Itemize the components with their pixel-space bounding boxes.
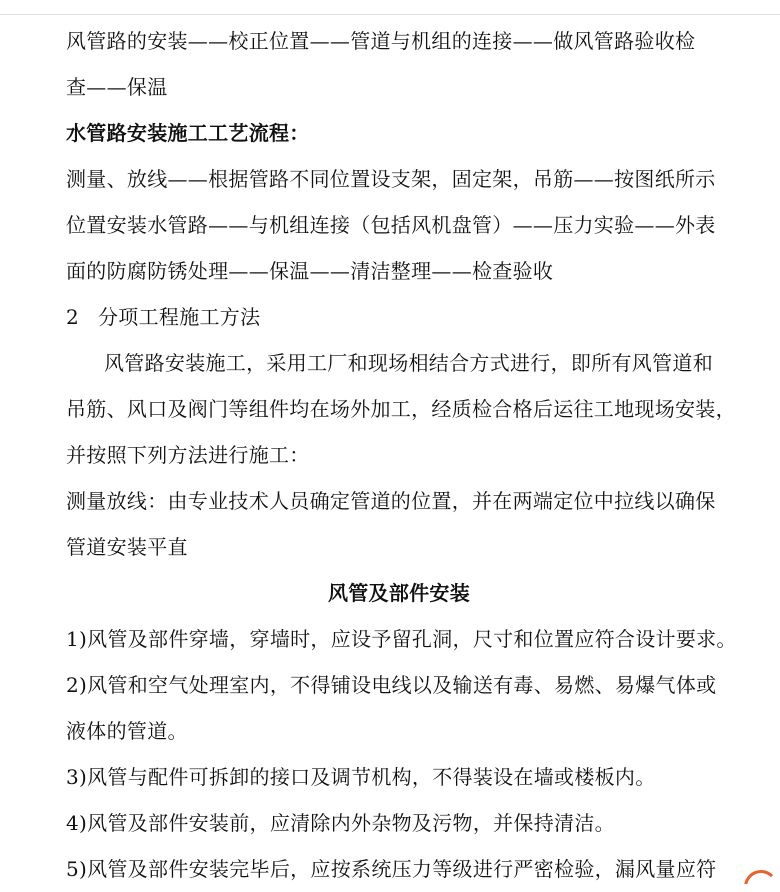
duct-installation-heading: 风管及部件安装 [327,581,471,605]
text-line-5: 位置安装水管路——与机组连接（包括风机盘管）——压力实验——外表 [66,213,716,237]
text-line-10: 并按照下列方法进行施工： [66,443,310,467]
list-item-1: 1)风管及部件穿墙，穿墙时，应设予留孔洞，尺寸和位置应符合设计要求。 [66,627,737,651]
section-2-heading [66,294,732,340]
list-item-2-cont: 液体的管道。 [66,719,188,743]
page-top-divider [0,14,780,15]
list-item-3: 3)风管与配件可拆卸的接口及调节机构，不得装设在墙或楼板内。 [66,765,656,789]
text-line-4: 测量、放线——根据管路不同位置设支架，固定架，吊筋——按图纸所示 [66,167,716,191]
text-line-12: 管道安装平直 [66,535,188,559]
document-body [66,18,737,892]
section-number: 2 [66,305,80,329]
text-line-9: 吊筋、风口及阀门等组件均在场外加工，经质检合格后运往工地现场安装， [66,397,736,421]
list-item-4: 4)风管及部件安装前，应清除内外杂物及污物，并保持清洁。 [66,811,615,835]
text-line-11: 测量放线：由专业技术人员确定管道的位置，并在两端定位中拉线以确保 [66,489,716,513]
text-line-8: 风管路安装施工，采用工厂和现场相结合方式进行，即所有风管道和 [104,351,713,375]
text-line-1: 风管路的安装——校正位置——管道与机组的连接——做风管路验收检 [66,29,696,53]
water-pipe-process-heading: 水管路安装施工工艺流程： [66,121,310,145]
text-line-2: 查——保温 [66,75,168,99]
logo-arc-icon [740,868,780,884]
text-line-6: 面的防腐防锈处理——保温——清洁整理——检查验收 [66,259,554,283]
list-item-5: 5)风管及部件安装完毕后，应按系统压力等级进行严密检验，漏风量应符 [66,857,717,881]
list-item-2: 2)风管和空气处理室内，不得铺设电线以及输送有毒、易燃、易爆气体或 [66,673,717,697]
section-title: 分项工程施工方法 [98,305,261,329]
